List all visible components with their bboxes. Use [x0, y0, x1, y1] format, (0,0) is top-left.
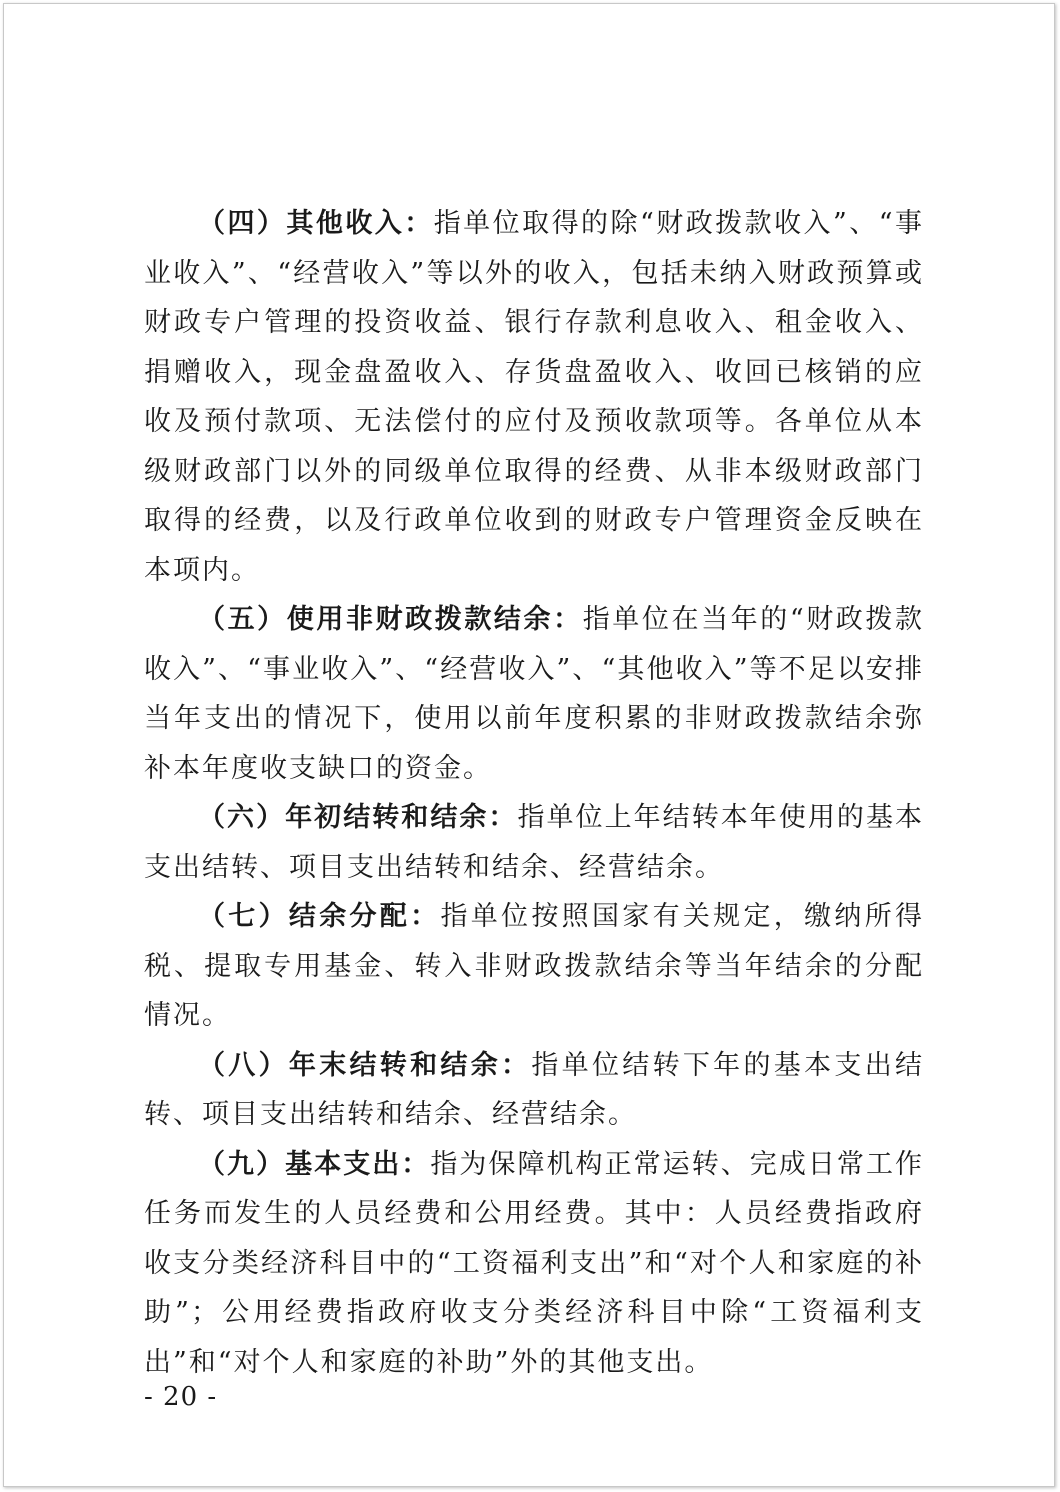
paragraph-basic-expenditure — [144, 1140, 924, 1388]
paragraph-heading: （七）结余分配： — [198, 901, 441, 932]
paragraph-heading: （六）年初结转和结余： — [198, 802, 518, 833]
document-body — [144, 199, 924, 1387]
paragraph-heading: （五）使用非财政拨款结余： — [198, 604, 583, 635]
paragraph-text: 指为保障机构正常运转、完成日常工作任务而发生的人员经费和公用经费。其中：人员经费指政府收支分类经济科目中的“工资福利支出”和“对个人和家庭的补助”；公用经费指政府收支分类经济科目中除“工资福利支出”和“对个人和家庭的补助”外的其他支出。 — [144, 1148, 925, 1378]
paragraph-text: 指单位取得的除“财政拨款收入”、“事业收入”、“经营收入”等以外的收入，包括未纳入财政预算或财政专户管理的投资收益、银行存款利息收入、租金收入、捐赠收入，现金盘盈收入、存货盘盈收入、收回已核销的应收及预付款项、无法偿付的应付及预收款项等。各单位从本级财政部门以外的同级单位取得的经费、从非本级财政部门取得的经费，以及行政单位收到的财政专户管理资金反映在本项内。 — [144, 208, 925, 586]
paragraph-text: 指单位上年结转本年使用的基本支出结转、项目支出结转和结余、经营结余。 — [144, 802, 925, 883]
paragraph-closing-carryover — [144, 1041, 924, 1140]
page-number: - 20 - — [144, 1382, 218, 1412]
paragraph-opening-carryover — [144, 793, 924, 892]
paragraph-heading: （八）年末结转和结余： — [198, 1049, 532, 1081]
paragraph-text: 指单位按照国家有关规定，缴纳所得税、提取专用基金、转入非财政拨款结余等当年结余的分配情况。 — [144, 901, 925, 1031]
paragraph-non-fiscal-surplus — [144, 595, 924, 793]
paragraph-text: 指单位结转下年的基本支出结转、项目支出结转和结余、经营结余。 — [144, 1049, 925, 1130]
paragraph-other-income — [144, 199, 924, 595]
paragraph-surplus-distribution — [144, 892, 924, 1041]
document-page — [3, 3, 1055, 1487]
paragraph-heading: （九）基本支出： — [198, 1148, 431, 1180]
paragraph-text: 指单位在当年的“财政拨款收入”、“事业收入”、“经营收入”、“其他收入”等不足以安排当年支出的情况下，使用以前年度积累的非财政拨款结余弥补本年度收支缺口的资金。 — [144, 604, 924, 784]
paragraph-heading: （四）其他收入： — [198, 208, 434, 239]
